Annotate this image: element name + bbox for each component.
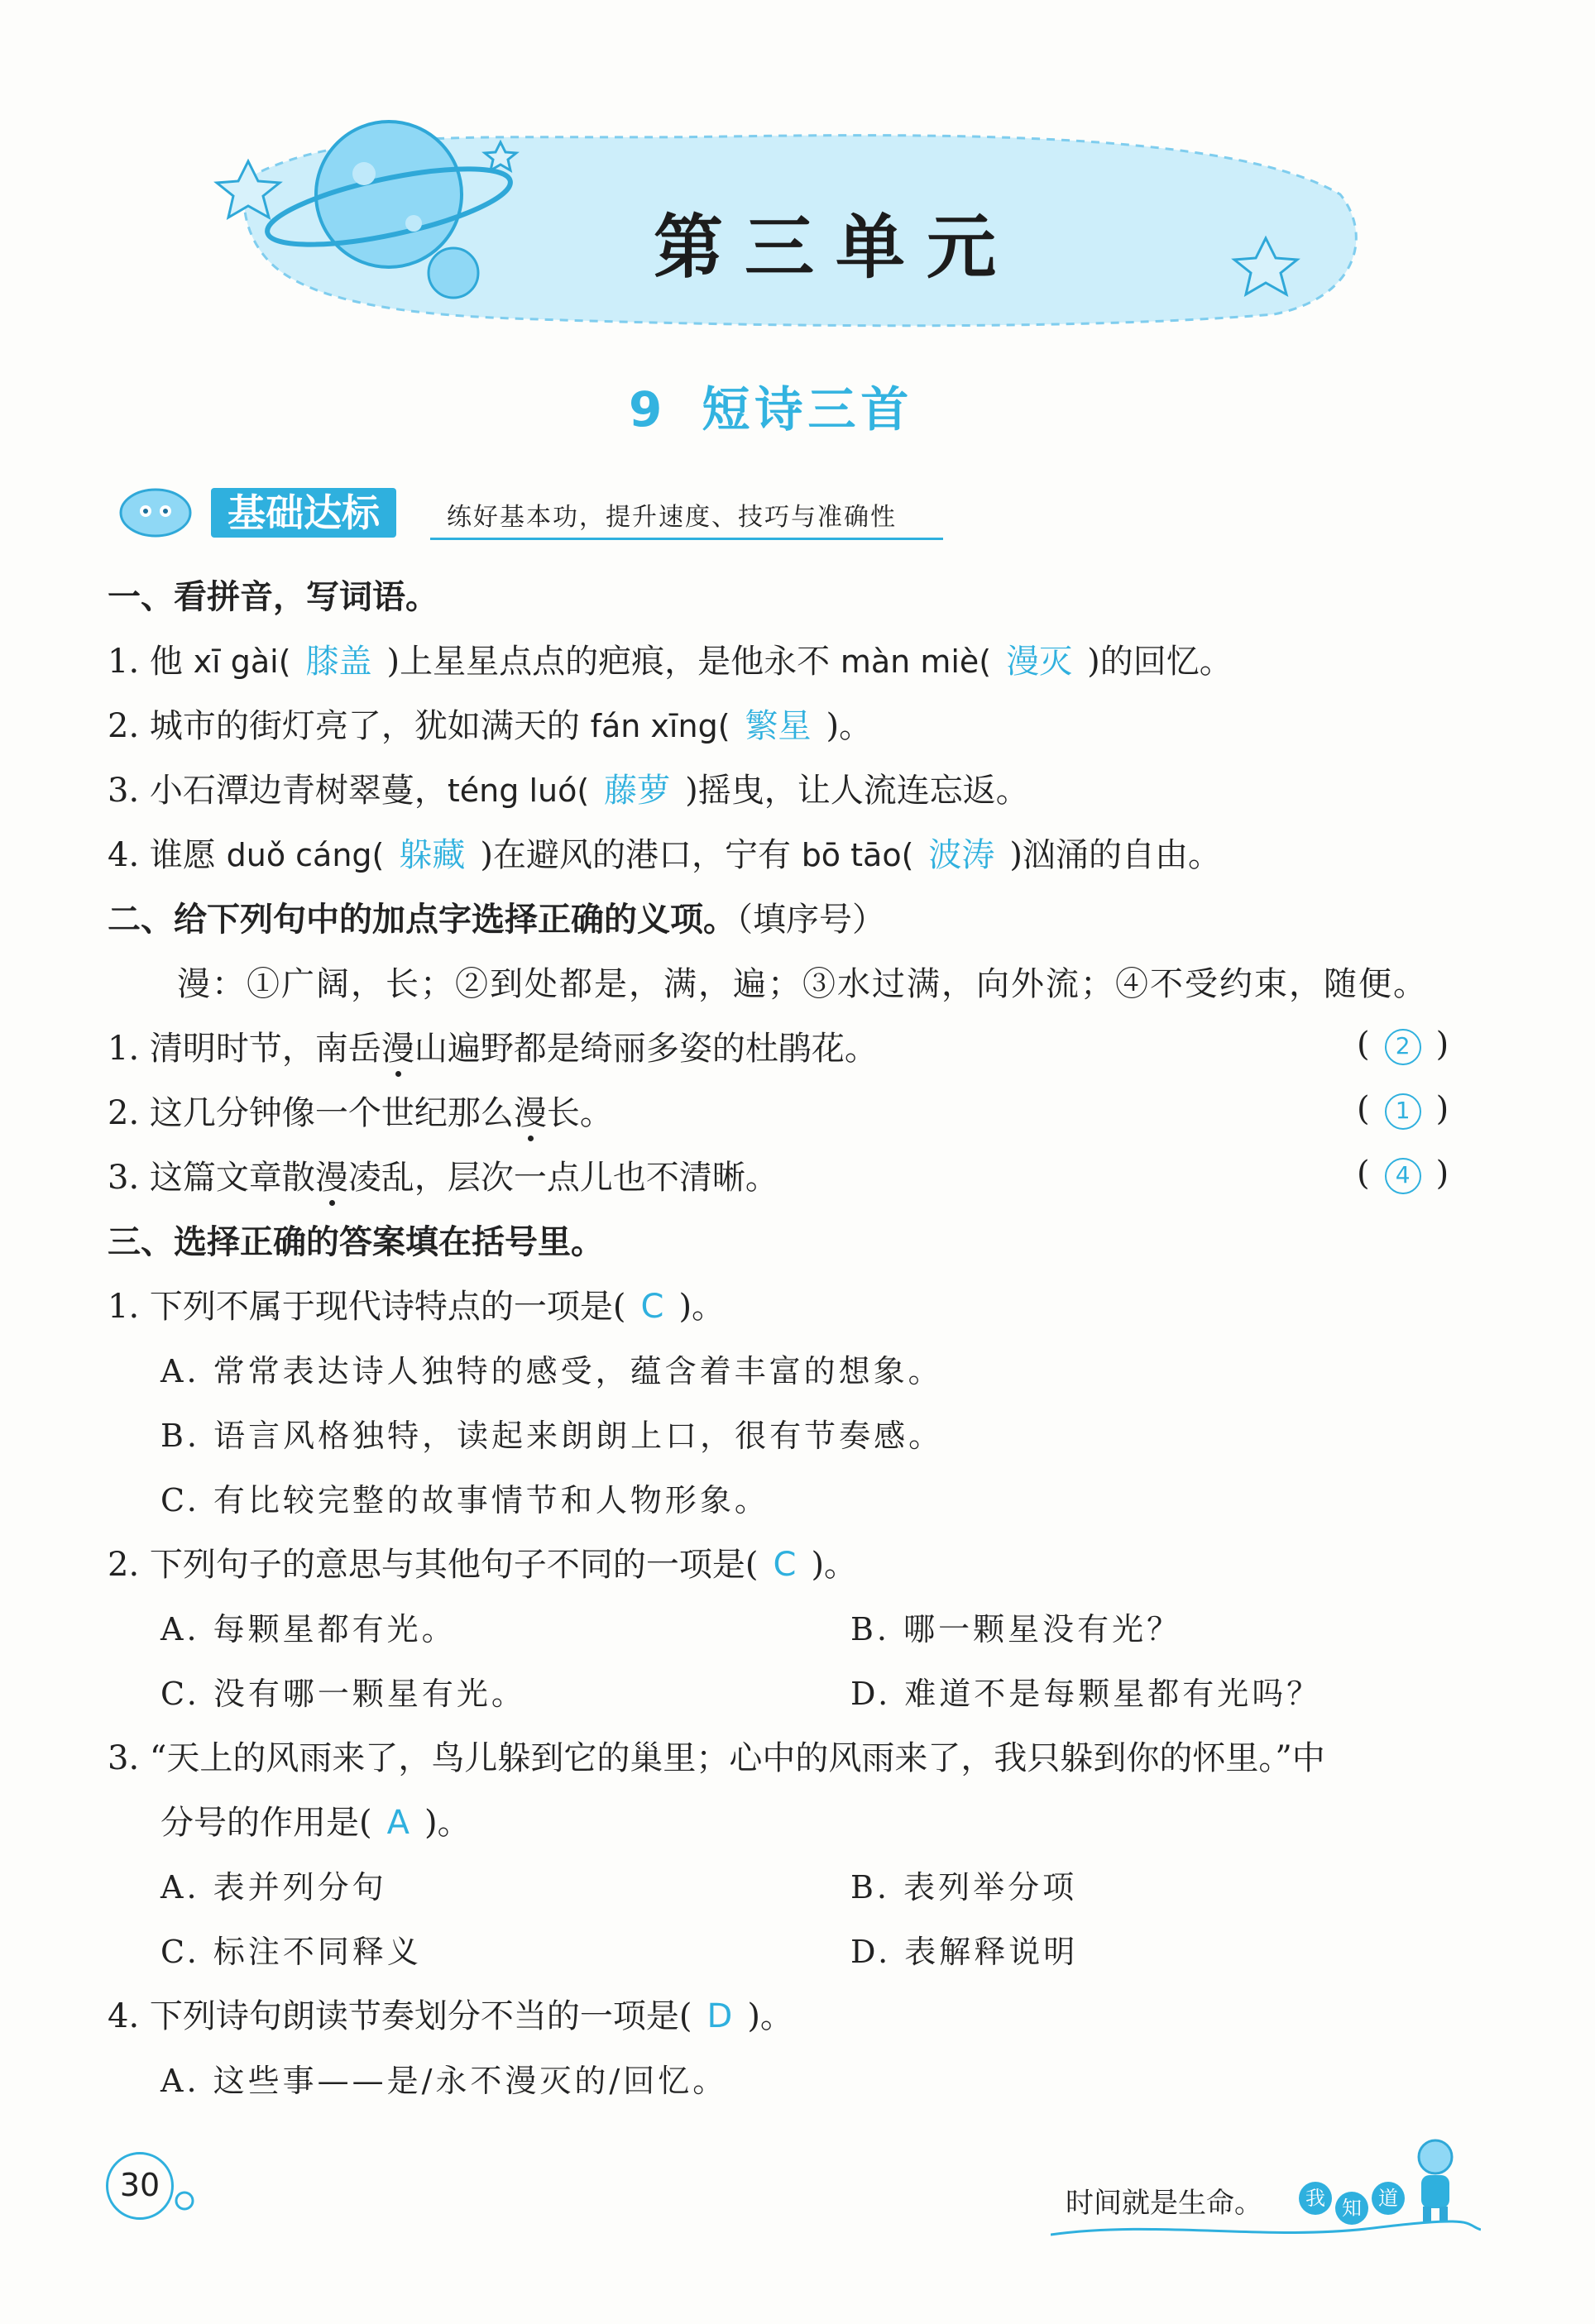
answer-text: 藤萝 [604, 772, 671, 810]
dotted-char: 漫 [315, 1155, 348, 1201]
option: B. 表列举分项 [850, 1869, 1078, 1906]
page-number: 30 [106, 2152, 174, 2220]
answer-circle: 4 [1385, 1158, 1421, 1194]
footer-badge: 知 [1335, 2192, 1368, 2225]
lesson-number: 9 [629, 381, 668, 438]
answer-text: 躲藏 [399, 836, 466, 874]
option: D. 表解释说明 [850, 1934, 1079, 1970]
q1-item-2: 2. 城市的街灯亮了，犹如满天的 fán xīng( 繁星 )。 [108, 707, 873, 745]
dotted-char: 漫 [381, 1026, 414, 1072]
section-underline [430, 538, 943, 540]
answer-bracket: ( 2 ) [1357, 1026, 1449, 1064]
answer-bracket: ( 4 ) [1357, 1155, 1449, 1193]
q1-item-1: 1. 他 xī gài( 膝盖 )上星星点点的疤痕，是他永不 màn miè( 漫灭 )的回忆。 [108, 643, 1233, 681]
answer-text: C [640, 1288, 664, 1326]
q3-title: 三、选择正确的答案填在括号里。 [108, 1223, 604, 1261]
option: B. 哪一颗星没有光？ [850, 1611, 1182, 1647]
lesson-name: 短诗三首 [702, 381, 914, 438]
q1-title: 一、看拼音，写词语。 [108, 578, 438, 616]
answer-circle: 2 [1385, 1029, 1421, 1065]
answer-text: 波涛 [928, 836, 995, 874]
q3-item-3-cont: 分号的作用是( A )。 [160, 1804, 471, 1842]
option: A. 每颗星都有光。 [160, 1611, 457, 1647]
lesson-title [629, 371, 913, 440]
footer-motto: 时间就是生命。 [1066, 2187, 1262, 2220]
answer-text: A [386, 1804, 410, 1842]
q2-item-3: 3. 这篇文章散漫凌乱，层次一点儿也不清晰。 [108, 1155, 778, 1201]
section-desc: 练好基本功，提升速度、技巧与准确性 [447, 503, 897, 532]
q1-item-4: 4. 谁愿 duǒ cáng( 躲藏 )在避风的港口，宁有 bō tāo( 波涛 )汹涌的自由。 [108, 836, 1222, 874]
option: C. 有比较完整的故事情节和人物形象。 [160, 1482, 769, 1518]
answer-text: C [773, 1546, 797, 1584]
footer-wave [1051, 2218, 1481, 2243]
boy-mascot-icon [1406, 2134, 1464, 2225]
q3-item-4: 4. 下列诗句朗读节奏划分不当的一项是( D )。 [108, 1997, 793, 2035]
circle-decoration-icon [172, 2188, 197, 2213]
option: A. 表并列分句 [160, 1869, 387, 1906]
option: A. 这些事——是/永不漫灭的/回忆。 [160, 2063, 728, 2099]
answer-text: D [706, 1997, 733, 2035]
option: C. 没有哪一颗星有光。 [160, 1676, 526, 1712]
unit-title: 第三单元 [654, 207, 1018, 288]
answer-text: 膝盖 [305, 643, 372, 681]
option: A. 常常表达诗人独特的感受，蕴含着丰富的想象。 [160, 1353, 943, 1389]
option: B. 语言风格独特，读起来朗朗上口，很有节奏感。 [160, 1418, 944, 1454]
section-label: 基础达标 [211, 488, 396, 538]
option: D. 难道不是每颗星都有光吗？ [850, 1676, 1322, 1712]
q3-item-3: 3. “天上的风雨来了，鸟儿躲到它的巢里；心中的风雨来了，我只躲到你的怀里。”中 [108, 1739, 1325, 1777]
q2-item-2: 2. 这几分钟像一个世纪那么漫长。 [108, 1090, 613, 1136]
answer-text: 繁星 [745, 707, 812, 745]
q2-title: 二、给下列句中的加点字选择正确的义项。（填序号） [108, 901, 885, 939]
answer-circle: 1 [1385, 1093, 1421, 1130]
dotted-char: 漫 [514, 1090, 547, 1136]
option: C. 标注不同释义 [160, 1934, 422, 1970]
q3-item-1: 1. 下列不属于现代诗特点的一项是( C )。 [108, 1288, 726, 1326]
footer-badge: 道 [1372, 2182, 1405, 2215]
q2-item-1: 1. 清明时节，南岳漫山遍野都是绮丽多姿的杜鹃花。 [108, 1026, 878, 1072]
footer-badge: 我 [1299, 2182, 1332, 2215]
q3-item-2: 2. 下列句子的意思与其他句子不同的一项是( C )。 [108, 1546, 858, 1584]
q2-definition: 漫：①广阔，长；②到处都是，满，遍；③水过满，向外流；④不受约束，随便。 [177, 965, 1428, 1003]
answer-text: 漫灭 [1006, 643, 1073, 681]
answer-bracket: ( 1 ) [1357, 1090, 1449, 1128]
unit-banner [0, 0, 1595, 347]
q1-item-3: 3. 小石潭边青树翠蔓，téng luó( 藤萝 )摇曳，让人流连忘返。 [108, 772, 1029, 810]
